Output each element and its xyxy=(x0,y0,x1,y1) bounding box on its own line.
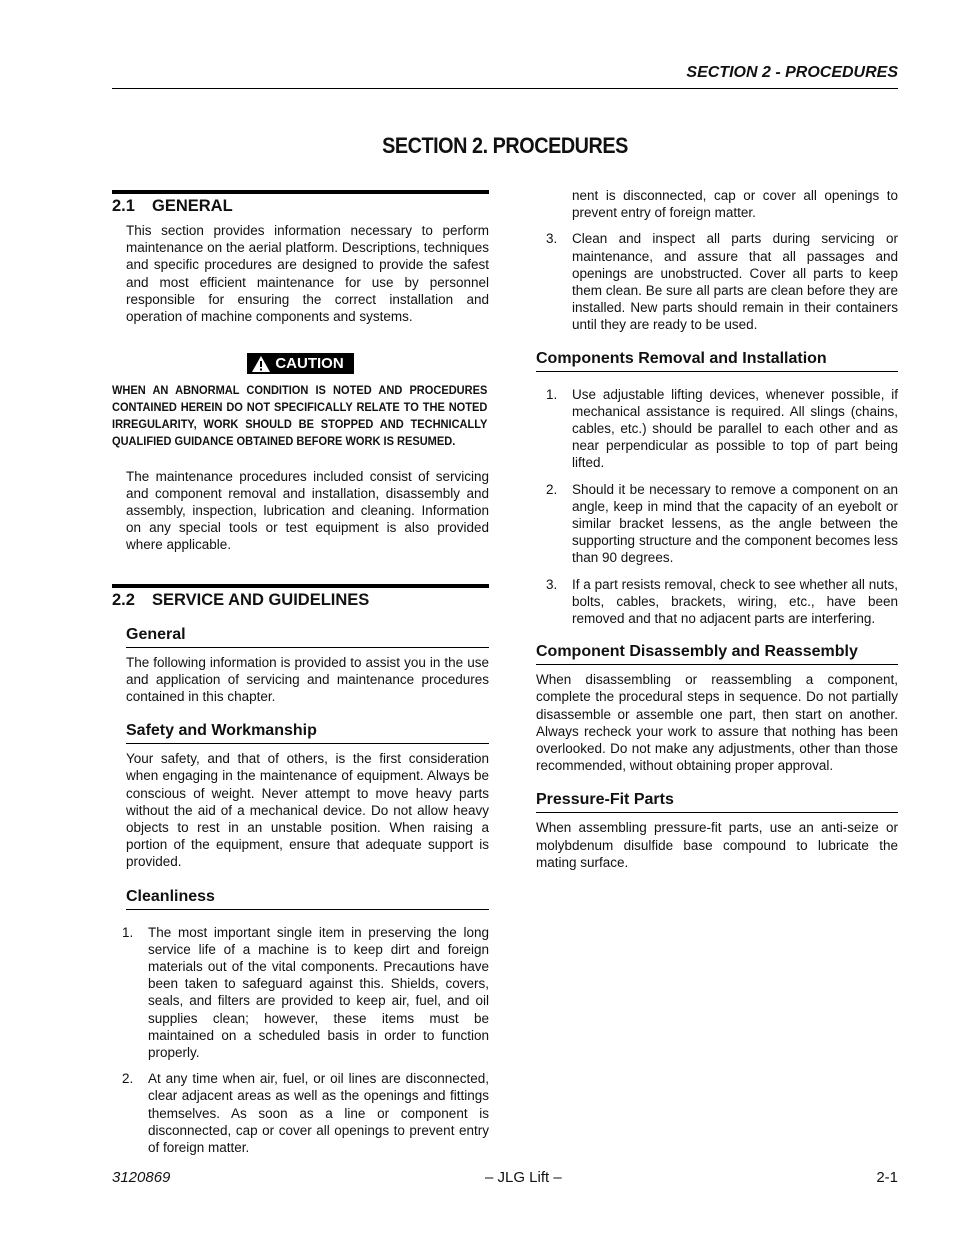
list-item xyxy=(536,386,898,472)
caution-block xyxy=(112,353,489,378)
general-intro-paragraph: This section provides information necessary to perform maintenance on the aerial platform. Descriptions, techniques and specific procedures are designed to provide the safest and most efficient maintenance for use by personnel responsible for ensuring the correct installation and operation of machine components and systems. xyxy=(126,223,489,325)
list-text: If a part resists removal, check to see whether all nuts, bolts, cables, brackets, wiring, etc., have been removed and that no adjacent parts are interfering. xyxy=(572,576,898,627)
page-number: 2-1 xyxy=(876,1169,898,1186)
list-text: Clean and inspect all parts during servicing or maintenance, and assure that all passages and openings are unobstructed. Cover all parts to keep them clean. Be sure all parts are clean before they are installed. New parts should remain in their containers until they are ready to be used. xyxy=(572,231,898,333)
list-item xyxy=(112,924,489,1062)
list-item xyxy=(536,230,898,333)
section-heading-service xyxy=(112,591,489,610)
section-number: 2.2 xyxy=(112,590,135,609)
subheading-removal: Components Removal and Installation xyxy=(536,350,898,372)
header-rule xyxy=(112,88,898,89)
list-text: The most important single item in preserving the long service life of a machine is to keep dirt and foreign materials out of the vital components. Precautions have been taken to safeguard against this. Shields, covers, seals, and filters are provided to keep air, fuel, and oil supplies clean; however, these items must be maintained on a scheduled basis in order to function properly. xyxy=(148,924,489,1060)
safety-paragraph: Your safety, and that of others, is the first consideration when engaging in the maintenance of equipment. Always be conscious of weight. Never attempt to move heavy parts without the aid of a mechanical device. Do not allow heavy objects to rest in an unstable position. When raising a portion of the equipment, ensure that adequate support is provided. xyxy=(126,751,489,870)
publisher: – JLG Lift – xyxy=(485,1169,562,1186)
subheading-pressure-fit: Pressure-Fit Parts xyxy=(536,791,898,813)
running-header: SECTION 2 - PROCEDURES xyxy=(686,64,898,81)
list-item xyxy=(536,481,898,567)
list-text: Use adjustable lifting devices, whenever possible, if mechanical assistance is required. All slings (chains, cables, etc.) should be parallel to each other and as near perpendicular as possible to top of part being lifted. xyxy=(572,386,898,471)
disassembly-paragraph: When disassembling or reassembling a component, complete the procedural steps in sequence. Do not partially disassemble or assemble one part, then start on another. Always recheck your work to assure that nothing has been overlooked. Do not make any adjustments, other than those recommended, without obtaining proper approval. xyxy=(536,672,898,774)
list-text-continued: nent is disconnected, cap or cover all openings to prevent entry of foreign matter. xyxy=(572,188,898,221)
subheading-cleanliness: Cleanliness xyxy=(126,888,489,910)
service-general-paragraph: The following information is provided to assist you in the use and application of servicing and maintenance procedures contained in this chapter. xyxy=(126,654,489,704)
cleanliness-list xyxy=(112,924,489,1156)
cleanliness-list-continued xyxy=(536,187,898,334)
list-text: Should it be necessary to remove a component on an angle, keep in mind that the capacity of an eyebolt or similar bracket lessens, as the angle between the supporting structure and the component becomes less than 90 degrees. xyxy=(572,481,898,566)
document-number: 3120869 xyxy=(112,1169,171,1186)
list-number: 3. xyxy=(546,576,558,592)
list-item xyxy=(536,576,898,628)
list-number xyxy=(536,187,572,221)
section-title: GENERAL xyxy=(152,197,233,215)
page-title: SECTION 2. PROCEDURES xyxy=(382,133,628,158)
subheading-safety: Safety and Workmanship xyxy=(126,722,489,744)
caution-badge xyxy=(247,353,353,374)
subheading-disassembly: Component Disassembly and Reassembly xyxy=(536,643,898,665)
removal-list xyxy=(536,386,898,628)
list-number: 1. xyxy=(122,924,134,940)
list-number: 3. xyxy=(546,231,558,247)
list-item xyxy=(112,1070,489,1156)
caution-message: WHEN AN ABNORMAL CONDITION IS NOTED AND PROCEDURES CONTAINED HEREIN DO NOT SPECIFICALLY RELATE TO THE NOTED IRREGULARITY, WORK SHOULD BE STOPPED AND TECHNICALLY QUALIFIED GUIDANCE OBTAINED BEFORE WORK IS RESUMED. xyxy=(112,382,488,449)
general-procedures-paragraph: The maintenance procedures included consist of servicing and component removal and installation, disassembly and assembly, inspection, lubrication and cleaning. Information on any special tools or test equipment is also provided where applicable. xyxy=(126,468,489,553)
page-footer xyxy=(112,1169,898,1186)
section-title: SERVICE AND GUIDELINES xyxy=(152,590,370,609)
subheading-general: General xyxy=(126,626,489,648)
section-rule xyxy=(112,190,489,194)
list-number: 2. xyxy=(546,481,558,497)
list-number: 1. xyxy=(546,386,558,402)
section-number: 2.1 xyxy=(112,197,135,215)
list-number: 2. xyxy=(122,1071,134,1087)
left-column xyxy=(112,190,489,1156)
right-column xyxy=(536,187,898,871)
section-heading-general xyxy=(112,197,489,216)
caution-label: CAUTION xyxy=(275,355,344,373)
section-rule xyxy=(112,584,489,588)
list-text: At any time when air, fuel, or oil lines are disconnected, clear adjacent areas as well as the openings and fittings themselves. As soon as a line or component is disconnected, cap or cover all openings to prevent entry of foreign matter. xyxy=(148,1071,489,1156)
pressure-fit-paragraph: When assembling pressure-fit parts, use an anti-seize or molybdenum disulfide base compound to lubricate the mating surface. xyxy=(536,820,898,870)
list-item xyxy=(536,187,898,221)
warning-triangle-icon xyxy=(251,355,271,373)
